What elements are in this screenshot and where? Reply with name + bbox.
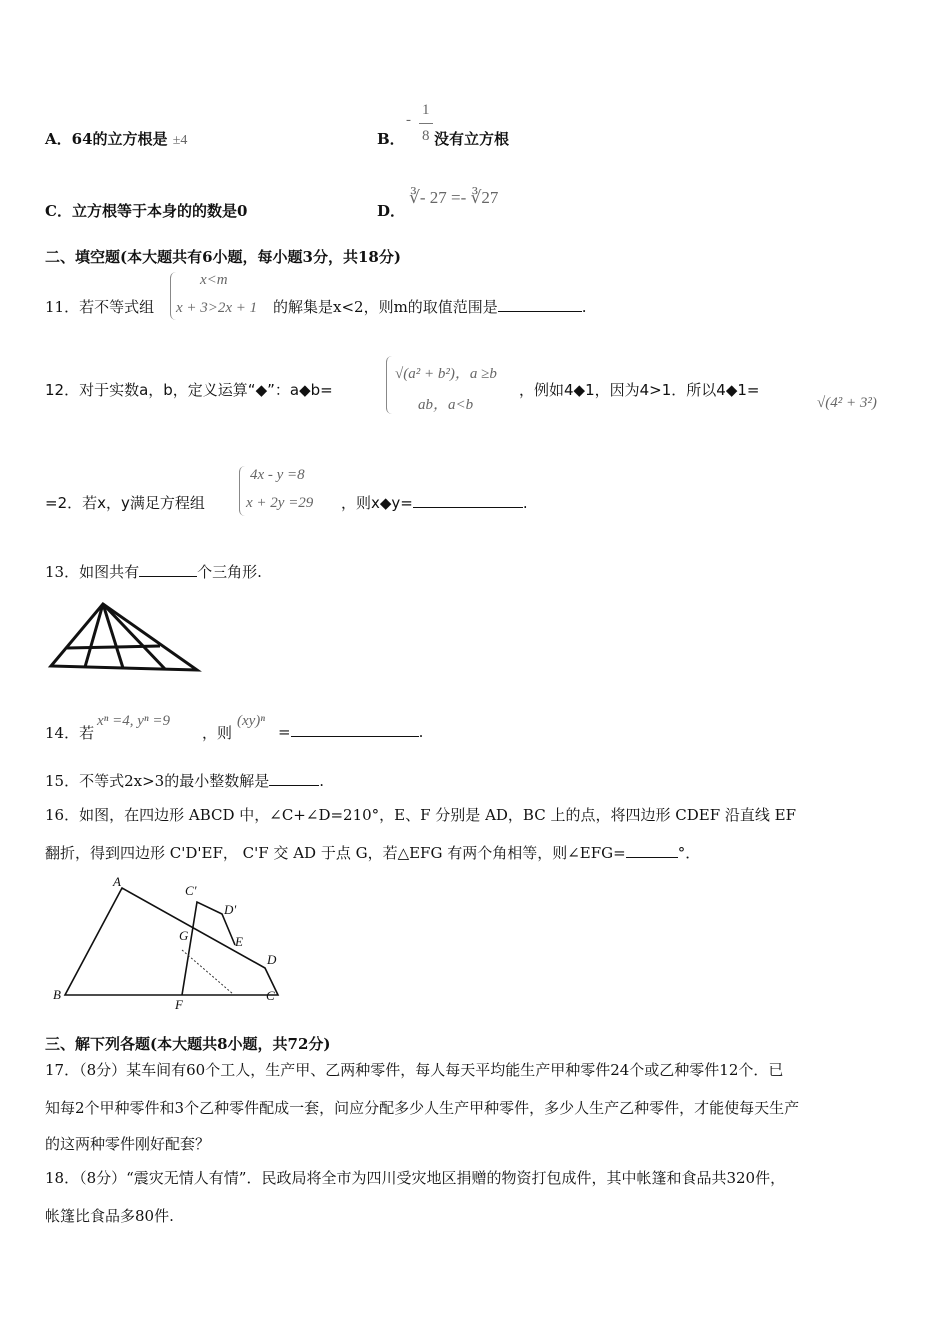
- label-d: D: [267, 952, 277, 967]
- q12-line2b: ，则x◆y= .: [341, 494, 528, 512]
- q14-mid: ，则: [202, 724, 233, 742]
- q13-text: 13．如图共有 个三角形.: [45, 563, 262, 581]
- q16-line2: 翻折，得到四边形 C'D'EF， C'F 交 AD 于点 G，若△EFG 有两个角相等，则∠EFG= °．: [45, 844, 701, 862]
- label-a: A: [113, 874, 121, 889]
- label-d-prime: D': [224, 902, 237, 917]
- q12-eq2: x + 2y =29: [246, 495, 314, 511]
- q12-prefix: 12．对于实数a，b，定义运算“◆”：a◆b=: [45, 381, 333, 399]
- q11-line2: x + 3>2x + 1: [176, 300, 258, 316]
- q18-line2: 帐篷比食品多80件.: [45, 1207, 174, 1225]
- option-b: B．: [377, 130, 405, 148]
- q16-answer-blank[interactable]: [626, 843, 678, 858]
- q17-line3: 的这两种零件刚好配套？: [45, 1135, 211, 1153]
- q12-brace: [386, 356, 393, 414]
- option-c: C．立方根等于本身的的数是0: [45, 202, 248, 220]
- section-3-title: 三、解下列各题(本大题共8小题，共72分): [45, 1035, 331, 1053]
- option-d-math: ∛- 27 =- ∛27: [409, 188, 499, 207]
- q11-prefix: 11．若不等式组: [45, 298, 155, 316]
- q12-answer-blank[interactable]: [413, 493, 523, 508]
- q14-prefix: 14．若: [45, 724, 95, 742]
- q14-condition: xⁿ =4, yⁿ =9: [97, 713, 171, 729]
- label-c-prime: C': [185, 883, 197, 898]
- option-b-text: 没有立方根: [434, 130, 510, 148]
- q12-eq1: 4x - y =8: [250, 467, 305, 483]
- option-a: A．64的立方根是 ±4: [45, 130, 188, 148]
- q12-case1: √(a² + b²)，a ≥b: [395, 366, 497, 382]
- label-g: G: [179, 928, 189, 943]
- option-a-math: ±4: [172, 133, 188, 148]
- q15-text: 15．不等式2x>3的最小整数解是 .: [45, 772, 324, 790]
- q17-line1: 17．（8分）某车间有60个工人，生产甲、乙两种零件，每人每天平均能生产甲种零件24个或乙种零件12个．已: [45, 1061, 784, 1079]
- q14-expr: (xy)ⁿ: [237, 713, 266, 729]
- q11-line1: x<m: [200, 272, 228, 288]
- label-b: B: [53, 987, 61, 1002]
- q11-answer-blank[interactable]: [498, 297, 582, 312]
- label-c: C: [266, 988, 275, 1003]
- q14-answer: = .: [278, 723, 424, 741]
- q13-answer-blank[interactable]: [139, 562, 197, 577]
- label-f: F: [175, 997, 183, 1012]
- q16-line1: 16．如图，在四边形 ABCD 中，∠C+∠D=210°，E、F 分别是 AD，BC 上的点，将四边形 CDEF 沿直线 EF: [45, 806, 796, 824]
- crossing-line-1: [67, 646, 160, 648]
- q13-triangle-figure: [45, 600, 205, 675]
- dotted-fold-line: [182, 950, 233, 994]
- q14-answer-blank[interactable]: [291, 722, 419, 737]
- q11-suffix: 的解集是x<2，则m的取值范围是 .: [273, 298, 587, 316]
- section-2-title: 二、填空题(本大题共有6小题，每小题3分，共18分): [45, 248, 401, 266]
- label-e: E: [235, 934, 243, 949]
- q12-mid: ，例如4◆1，因为4>1．所以4◆1=: [519, 381, 760, 399]
- q16-quadrilateral-figure: [45, 872, 285, 1012]
- triangle-outline: [51, 604, 197, 670]
- q12-example: √(4² + 3²): [817, 395, 877, 411]
- q12-line2a: =2．若x，y满足方程组: [45, 494, 205, 512]
- q12-case2: ab，a<b: [418, 397, 474, 413]
- q18-line1: 18．（8分）“震灾无情人有情”．民政局将全市为四川受灾地区捐赠的物资打包成件，其中帐篷和食品共320件，: [45, 1169, 786, 1187]
- q17-line2: 知每2个甲种零件和3个乙种零件配成一套，问应分配多少人生产甲种零件，多少人生产乙种零件，才能使每天生产: [45, 1099, 800, 1117]
- q12-eq-brace: [239, 466, 246, 516]
- option-d: D．: [377, 202, 406, 220]
- quadrilateral-abcd: [65, 888, 278, 995]
- q15-answer-blank[interactable]: [269, 771, 319, 786]
